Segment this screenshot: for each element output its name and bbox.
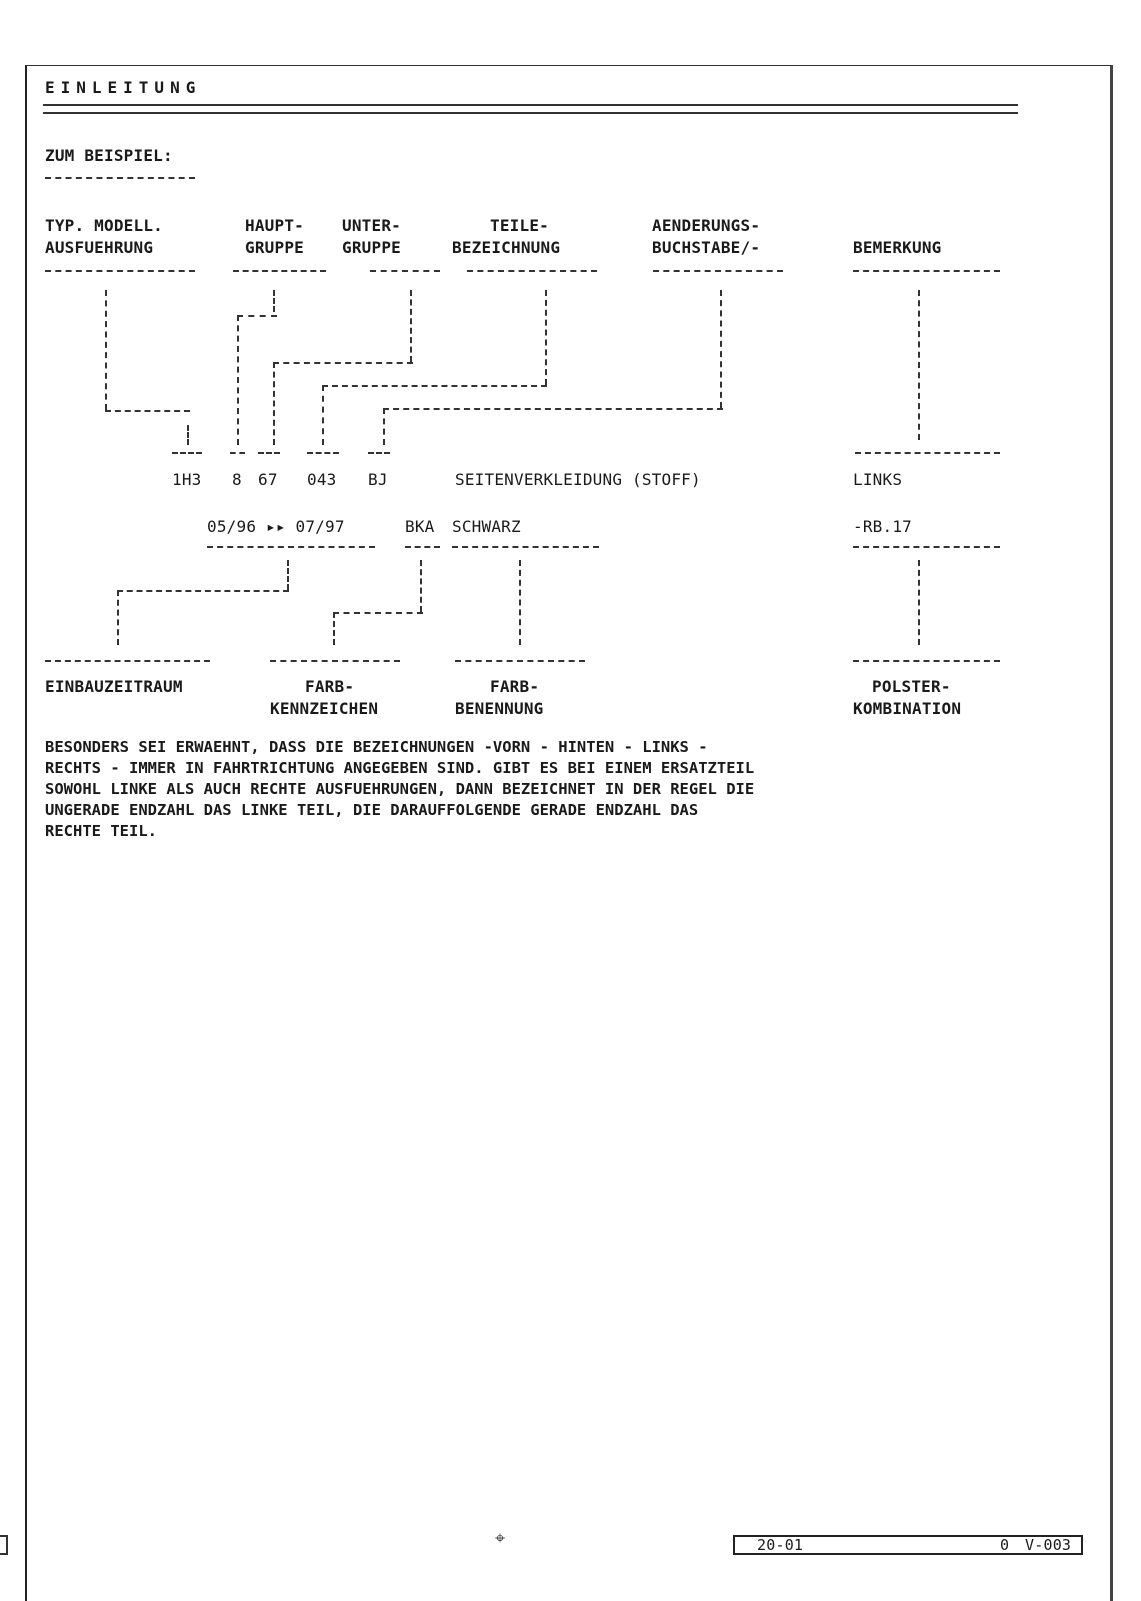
connector <box>105 410 190 412</box>
value-farbbenennung: SCHWARZ <box>452 517 521 536</box>
connector <box>117 590 289 592</box>
col-haupt-line2: GRUPPE <box>245 238 304 257</box>
example-label: ZUM BEISPIEL: <box>45 146 173 165</box>
connector <box>237 315 239 445</box>
connector <box>420 560 422 612</box>
value-tick <box>855 452 1000 454</box>
label-einbauzeitraum: EINBAUZEITRAUM <box>45 677 183 696</box>
col-haupt-line1: HAUPT- <box>245 216 304 235</box>
value-farbkennzeichen: BKA <box>405 517 435 536</box>
bottom-overline <box>853 660 1000 662</box>
value-tick <box>258 452 280 454</box>
col-unter-underline <box>370 270 440 272</box>
value-polster: -RB.17 <box>853 517 912 536</box>
value-tick <box>307 452 339 454</box>
col-aend-underline <box>653 270 783 272</box>
col-bemerkung-underline <box>853 270 1000 272</box>
col-unter-line1: UNTER- <box>342 216 401 235</box>
col-typ-line2: AUSFUEHRUNG <box>45 238 154 257</box>
row2-underline <box>853 546 1000 548</box>
col-typ-line1: TYP. MODELL. <box>45 216 163 235</box>
value-tick <box>172 452 202 454</box>
connector <box>105 290 107 410</box>
bottom-overline <box>270 660 400 662</box>
explanation-paragraph: BESONDERS SEI ERWAEHNT, DASS DIE BEZEICHNUNGEN -VORN - HINTEN - LINKS - RECHTS - IMMER IN FAHRTRICHTUNG ANGEGEBEN SIND. GIBT ES BEI EINEM ERSATZTEIL SOWOHL LINKE ALS AUCH RECHTE AUSFUEHRUNGEN, DANN BEZEICHNET IN DER REGEL DIE UNGERADE ENDZAHL DAS LINKE TEIL, DIE DARAUFFOLGENDE GERADE ENDZAHL DAS RECHTE TEIL. <box>45 738 755 840</box>
connector <box>273 290 275 312</box>
col-teile-line1: TEILE- <box>490 216 549 235</box>
connector <box>237 315 277 317</box>
value-bemerkung: LINKS <box>853 470 903 489</box>
label-farb-ben-line1: FARB- <box>490 677 540 696</box>
value-tick <box>368 452 390 454</box>
bottom-overline <box>455 660 585 662</box>
value-teil-num: 043 <box>307 470 337 489</box>
connector <box>519 560 521 645</box>
row2-underline <box>207 546 375 548</box>
col-haupt-underline <box>233 270 326 272</box>
label-farb-ben-line2: BENENNUNG <box>455 699 544 718</box>
label-polster-line2: KOMBINATION <box>853 699 962 718</box>
connector <box>187 425 189 445</box>
connector <box>410 290 412 362</box>
connector <box>273 362 413 364</box>
connector <box>117 590 119 645</box>
label-farb-kenn-line1: FARB- <box>305 677 355 696</box>
col-aend-line1: AENDERUNGS- <box>652 216 761 235</box>
footer-rev: 0 <box>1000 1536 1010 1554</box>
col-teile-line2: BEZEICHNUNG <box>452 238 561 257</box>
connector <box>720 290 722 408</box>
footer-page-code: 20-01 <box>757 1536 804 1554</box>
label-polster-line1: POLSTER- <box>872 677 951 696</box>
connector <box>287 560 289 590</box>
col-aend-line2: BUCHSTABE/- <box>652 238 761 257</box>
connector <box>918 290 920 440</box>
value-haupt: 8 <box>232 470 242 489</box>
example-label-underline <box>45 177 195 179</box>
connector <box>383 408 385 445</box>
connector <box>918 560 920 645</box>
value-typ: 1H3 <box>172 470 202 489</box>
value-tick <box>230 452 245 454</box>
label-farb-kenn-line2: KENNZEICHEN <box>270 699 379 718</box>
connector <box>322 385 547 387</box>
row2-underline <box>452 546 599 548</box>
value-zeitraum: 05/96 ▸▸ 07/97 <box>207 517 345 536</box>
row2-underline <box>405 546 440 548</box>
col-teile-underline <box>467 270 597 272</box>
binder-hole-icon: ⌖ <box>495 1528 506 1549</box>
connector <box>333 612 335 645</box>
value-bezeichnung: SEITENVERKLEIDUNG (STOFF) <box>455 470 701 489</box>
connector <box>545 290 547 385</box>
col-unter-line2: GRUPPE <box>342 238 401 257</box>
value-unter: 67 <box>258 470 278 489</box>
col-bemerkung: BEMERKUNG <box>853 238 942 257</box>
bottom-overline <box>45 660 210 662</box>
section-title: EINLEITUNG <box>45 78 202 97</box>
col-typ-underline <box>45 270 195 272</box>
value-aend: BJ <box>368 470 388 489</box>
connector <box>333 612 423 614</box>
connector <box>322 385 324 445</box>
footer-doc-code: V-003 <box>1025 1536 1072 1554</box>
title-double-rule <box>43 104 1018 114</box>
connector <box>383 408 723 410</box>
connector <box>273 362 275 445</box>
binder-edge-mark <box>0 1535 8 1555</box>
